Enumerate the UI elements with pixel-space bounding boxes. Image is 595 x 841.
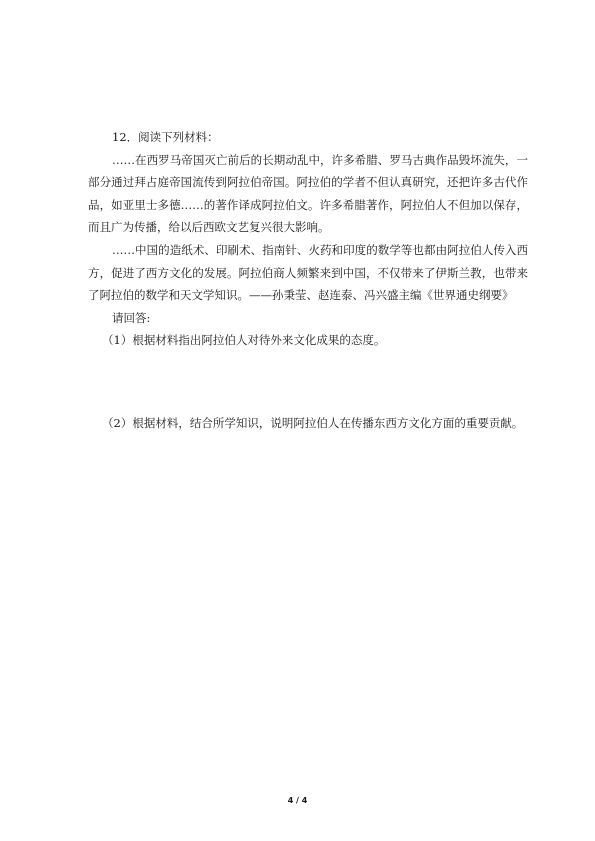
sub-question-2: （2）根据材料，结合所学知识，说明阿拉伯人在传播东西方文化方面的重要贡献。 bbox=[102, 415, 524, 430]
material-paragraph-1: ……在西罗马帝国灭亡前后的长期动乱中，许多希腊、罗马古典作品毁坏流失，一部分通过拜占庭帝国流传到阿拉伯帝国。阿拉伯的学者不但认真研究，还把许多古代作品，如亚里士多德……的著作译成阿拉伯文。许多希腊著作，阿拉伯人不但加以保存，而且广为传播，给以后西欧文艺复兴很大影响。 bbox=[88, 152, 528, 235]
answer-prompt: 请回答: bbox=[112, 310, 151, 325]
sub-question-1: （1）根据材料指出阿拉伯人对待外来文化成果的态度。 bbox=[102, 333, 386, 348]
question-heading: 12．阅读下列材料： bbox=[112, 130, 219, 144]
material-paragraph-2: ……中国的造纸术、印刷术、指南针、火药和印度的数学等也都由阿拉伯人传入西方，促进了西方文化的发展。阿拉伯商人频繁来到中国，不仅带来了伊斯兰教，也带来了阿拉伯的数学和天文学知识。——孙秉莹、赵连泰、冯兴盛主编《世界通史纲要》 bbox=[88, 242, 528, 303]
question-block bbox=[88, 126, 528, 435]
page-number: 4 / 4 bbox=[287, 796, 308, 805]
